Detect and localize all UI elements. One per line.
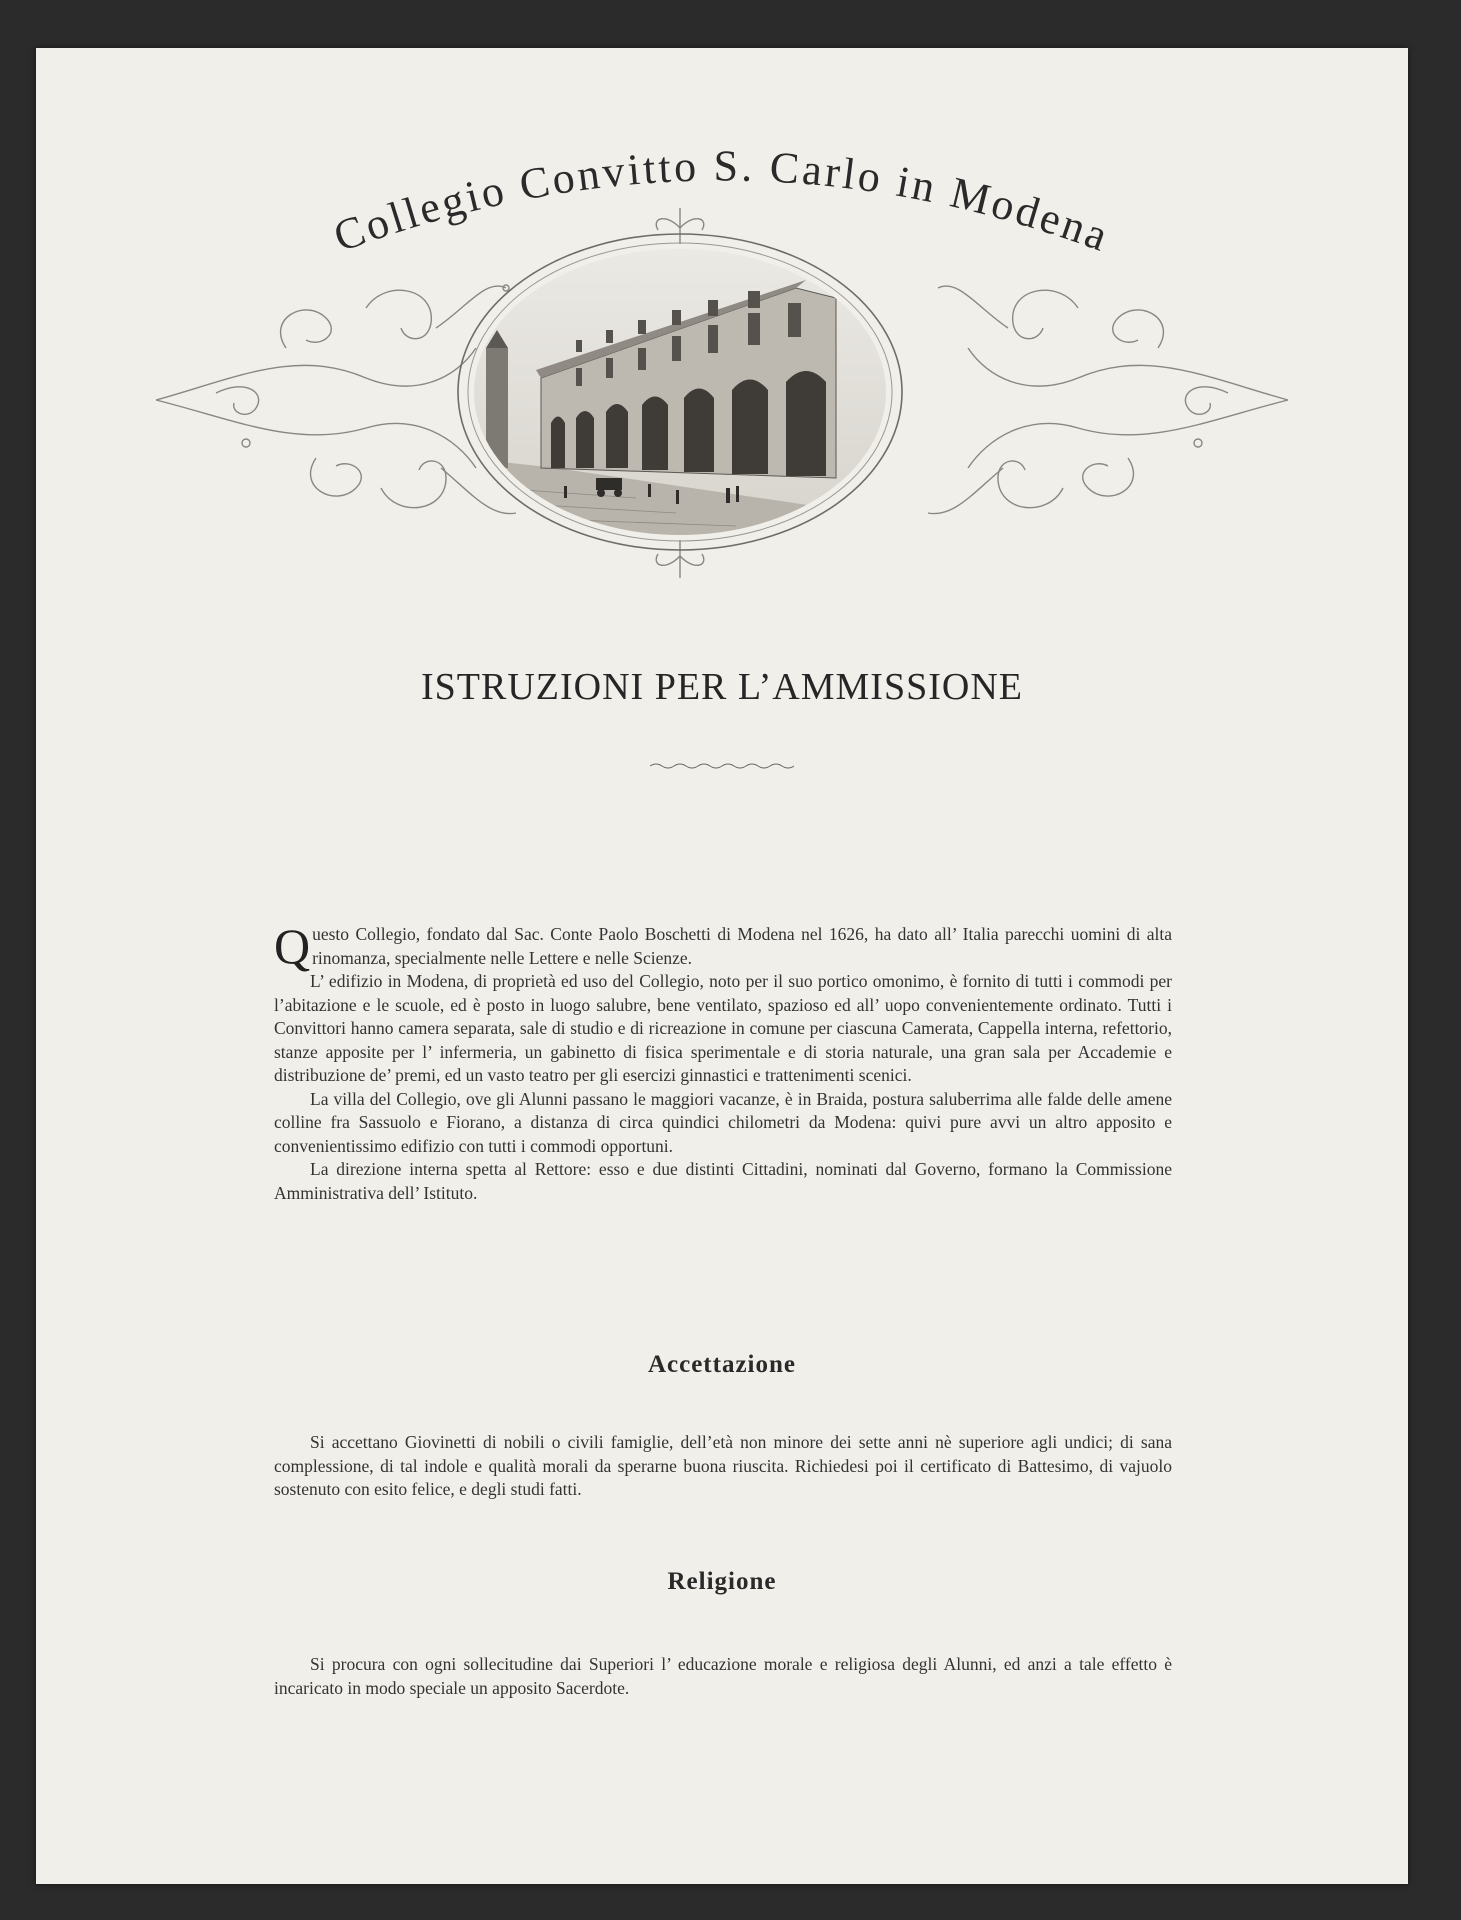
svg-text:Collegio Convitto S. Carlo in	[327, 141, 1116, 261]
section-text-accettazione: Si accettano Giovinetti di nobili o civili famiglie, dell’età non minore dei sette anni nè superiore agli undici; di sana complessione, di tal indole e qualità morali da sperarne buona riuscita. Richiedesi poi il certificato di Battesimo, di vajuolo sostenuto con esito felice, e degli studi fatti.	[274, 1432, 1172, 1499]
college-name-arch	[327, 141, 1116, 261]
left-scrollwork-ornament	[156, 285, 516, 514]
section-text-religione: Si procura con ogni sollecitudine dai Superiori l’ educazione morale e religiosa degli Alunni, ed anzi a tale effetto è incaricato in modo speciale un apposito Sacerdote.	[274, 1654, 1172, 1698]
intro-text	[274, 918, 1172, 1205]
document-title: ISTRUZIONI PER L’AMMISSIONE	[421, 666, 1023, 708]
college-name: Collegio Convitto S. Carlo in Modena	[327, 141, 1117, 262]
oval-bottom-ornament	[656, 540, 704, 578]
masthead-engraving	[36, 48, 1408, 648]
portico-street-vignette	[466, 238, 896, 548]
section-heading-religione: Religione	[667, 1568, 777, 1595]
intro-paragraph-1: Questo Collegio, fondato dal Sac. Conte Paolo Boschetti di Modena nel 1626, ha dato all’ Italia parecchi uomini di alta rinomanza, specialmente nelle Lettere e nelle Scienze.	[274, 918, 1172, 974]
intro-paragraph-4: La direzione interna spetta al Rettore: esso e due distinti Cittadini, nominati dal Governo, formano la Commissione Amministrativa dell’ Istituto.	[274, 1159, 1172, 1203]
right-scrollwork-ornament	[928, 286, 1288, 514]
oval-top-ornament	[656, 208, 704, 244]
title-wavy-rule	[650, 761, 794, 771]
document-page	[36, 48, 1408, 1884]
intro-paragraph-3: La villa del Collegio, ove gli Alunni passano le maggiori vacanze, è in Braida, postura saluberrima alle falde delle amene colline fra Sassuolo e Fiorano, a distanza di circa quindici chilometri da Modena: quivi pure avvi un altro apposito e convenientissimo edifizio con tutti i commodi opportuni.	[274, 1088, 1172, 1156]
drop-cap: Q	[274, 918, 311, 974]
intro-paragraph-2: L’ edifizio in Modena, di proprietà ed uso del Collegio, noto per il suo portico omonimo, è fornito di tutti i commodi per l’abitazione e le scuole, ed è posto in luogo salubre, bene ventilato, spazioso ed all’ uopo convenientemente ordinato. Tutti i Convittori hanno camera separata, sale di studio e di ricreazione in comune per ciascuna Camerata, Cappella interna, refettorio, stanze apposite per l’ infermeria, un gabinetto di fisica sperimentale e di storia naturale, una gran sala per Accademie e distribuzione de’ premi, ed un vasto teatro per gli esercizi ginnastici e trattenimenti scenici.	[274, 971, 1172, 1085]
section-heading-accettazione: Accettazione	[647, 1351, 797, 1378]
